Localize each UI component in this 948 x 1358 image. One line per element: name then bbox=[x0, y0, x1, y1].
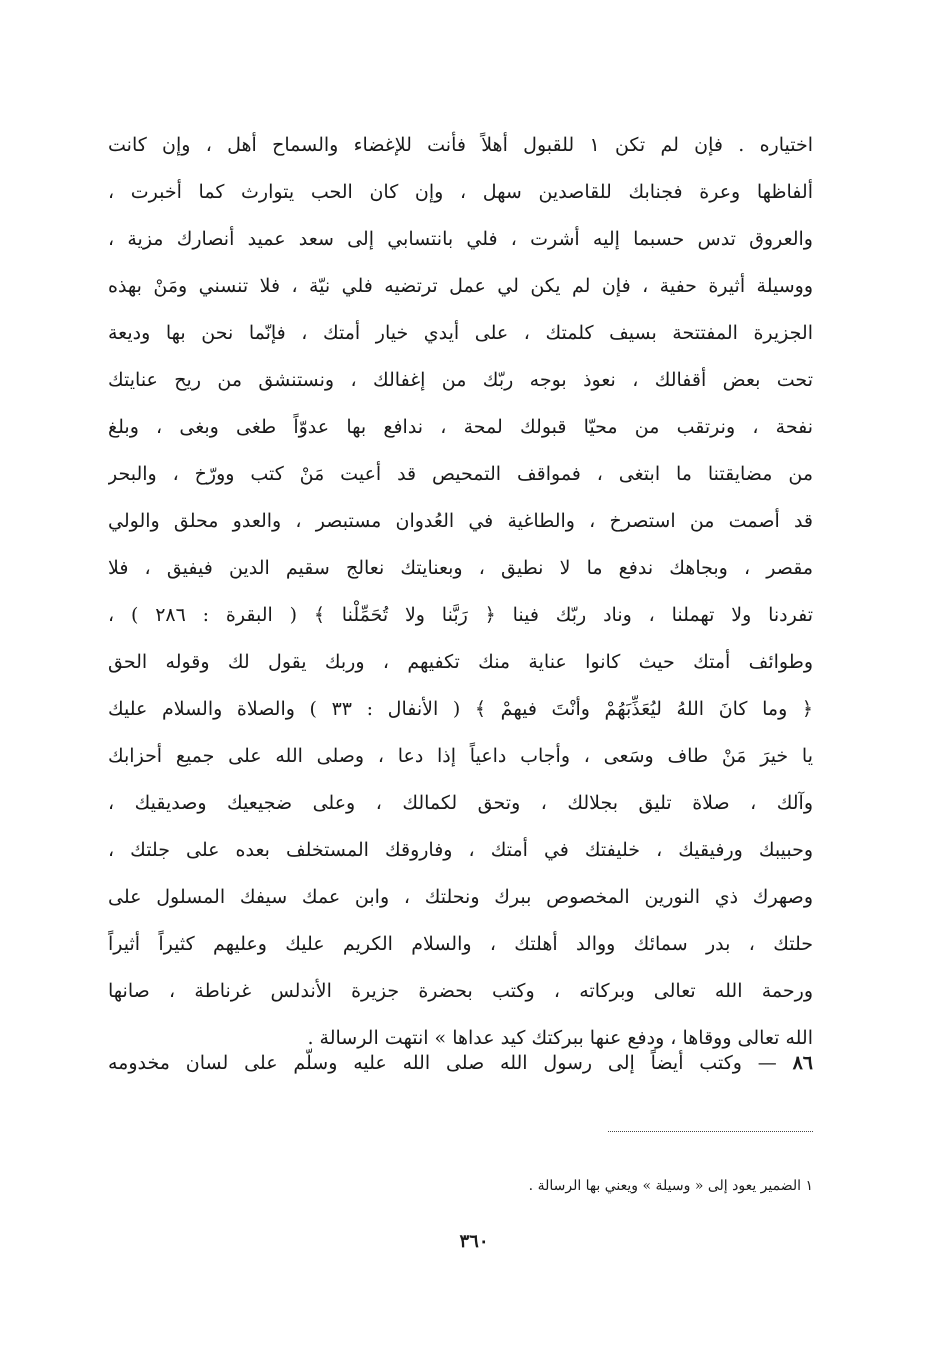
text-line: وصهرك ذي النورين المخصوص ببرك ونحلتك ، وابن عمك سيفك المسلول على bbox=[108, 886, 813, 908]
section-dash: — bbox=[757, 1052, 777, 1074]
main-text-block bbox=[108, 122, 813, 1062]
text-line: نفحة ، ونرتقب من محيّا قبولك لمحة ، ندافع بها عدوّاً طغى وبغى ، وبلغ bbox=[108, 416, 813, 438]
text-line: ﴿ وما كانَ اللهُ ليُعَذِّبَهُمْ وأنْتَ فيهمْ ﴾ ( الأنفال : ٣٣ ) والصلاة والسلام عليك bbox=[108, 698, 813, 720]
section-number: ٨٦ bbox=[792, 1052, 813, 1074]
text-line: مقصر ، وبجاهك ندفع ما لا نطيق ، وبعنايتك نعالج سقيم الدين فيفيق ، فلا bbox=[108, 557, 813, 579]
footnote: ١ الضمير يعود إلى « وسيلة » ويعني بها الرسالة . bbox=[528, 1178, 813, 1194]
text-line: وآلك ، صلاة تليق بجلالك ، وتحق لكمالك ، وعلى ضجيعيك وصديقيك ، bbox=[108, 792, 813, 814]
text-line-last: الله تعالى ووقاها ، ودفع عنها ببركتك كيد عداها » انتهت الرسالة . bbox=[307, 1027, 813, 1049]
text-line: وطوائف أمتك حيث كانوا عناية منك تكفيهم ، وربك يقول لك وقوله الحق bbox=[108, 651, 813, 673]
text-line: قد أصمت من استصرخ ، والطاغية في العُدوان مستبصر ، والعدو محلق والولي bbox=[108, 510, 813, 532]
text-line: يا خيرَ مَنْ طاف وسَعى ، وأجاب داعياً إذا دعا ، وصلى الله على جميع أحزابك bbox=[108, 745, 813, 767]
text-line: ووسيلة أثيرة حفية ، فإن لم يكن لي عمل ترتضيه فلي نيّة ، فلا تنسني ومَنْ بهذه bbox=[108, 275, 813, 297]
section-heading bbox=[108, 1040, 813, 1087]
text-line: تفردنا ولا تهملنا ، وناد ربّك فينا ﴿ رَبَّنا ولا تُحَمِّلْنا ﴾ ( البقرة : ٢٨٦ ) ، bbox=[108, 604, 813, 626]
text-line: اختياره . فإن لم تكن ١ للقبول أهلاً فأنت للإغضاء والسماح أهل ، وإن كانت bbox=[108, 134, 813, 156]
footnote-divider bbox=[608, 1131, 813, 1132]
text-line: الجزيرة المفتتحة بسيف كلمتك ، على أيدي خيار أمتك ، فإنّما نحن بها وديعة bbox=[108, 322, 813, 344]
text-line: ألفاظها وعرة فجنابك للقاصدين سهل ، وإن كان الحب يتوارث كما أخبرت ، bbox=[108, 181, 813, 203]
text-line: وحبيبك ورفيقيك ، خليفتك في أمتك ، وفاروقك المستخلف بعده على جلتك ، bbox=[108, 839, 813, 861]
text-line: حلتك ، بدر سمائك ووالد أهلتك ، والسلام الكريم عليك وعليهم كثيراً أثيراً bbox=[108, 933, 813, 955]
text-line: من مضايقتنا ما ابتغى ، فمواقف التمحيص قد أعيت مَنْ كتب وورّخ ، والبحر bbox=[108, 463, 813, 485]
text-line: والعروق تدس حسبما إليه أشرت ، فلي بانتسابي إلى سعد عميد أنصارك مزية ، bbox=[108, 228, 813, 250]
text-line: تحت بعض أقفالك ، نعوذ بوجه ربّك من إغفالك ، ونستنشق من ريح عنايتك bbox=[108, 369, 813, 391]
page-number: ٣٦٠ bbox=[459, 1231, 489, 1252]
text-line: ورحمة الله تعالى وبركاته ، وكتب بحضرة جزيرة الأندلس غرناطة ، صانها bbox=[108, 980, 813, 1002]
section-title: وكتب أيضاً إلى رسول الله صلى الله عليه وسلّم على لسان مخدومه bbox=[108, 1052, 742, 1074]
